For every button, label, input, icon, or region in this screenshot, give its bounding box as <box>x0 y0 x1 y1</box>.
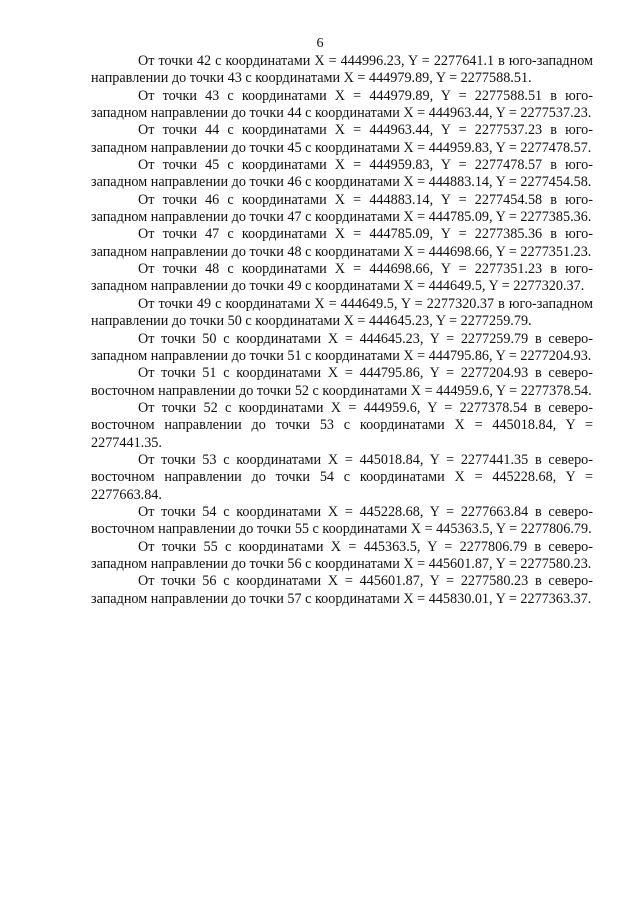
paragraph-point-54: От точки 54 с координатами X = 445228.68, Y = 2277663.84 в северо-восточном направлении до точки 55 с координатами X = 445363.5, Y = 2277806.79. <box>91 503 593 538</box>
document-body <box>91 53 593 608</box>
paragraph-point-42: От точки 42 с координатами X = 444996.23, Y = 2277641.1 в юго-западном направлении до точки 43 с координатами X = 444979.89, Y = 2277588.51. <box>91 53 593 87</box>
paragraph-point-55: От точки 55 с координатами X = 445363.5, Y = 2277806.79 в северо-западном направлении до точки 56 с координатами X = 445601.87, Y = 2277580.23. <box>91 538 593 572</box>
paragraph-point-51: От точки 51 с координатами X = 444795.86, Y = 2277204.93 в северо-восточном направлении до точки 52 с координатами X = 444959.6, Y = 2277378.54. <box>91 365 593 399</box>
paragraph-point-44: От точки 44 с координатами X = 444963.44, Y = 2277537.23 в юго-западном направлении до точки 45 с координатами X = 444959.83, Y = 2277478.57. <box>91 122 593 156</box>
page-number: 6 <box>316 36 324 51</box>
paragraph-point-46: От точки 46 с координатами X = 444883.14, Y = 2277454.58 в юго-западном направлении до точки 47 с координатами X = 444785.09, Y = 2277385.36. <box>91 191 593 226</box>
paragraph-point-56: От точки 56 с координатами X = 445601.87, Y = 2277580.23 в северо-западном направлении до точки 57 с координатами X = 445830.01, Y = 2277363.37. <box>91 573 593 607</box>
paragraph-point-47: От точки 47 с координатами X = 444785.09, Y = 2277385.36 в юго-западном направлении до точки 48 с координатами X = 444698.66, Y = 2277351.23. <box>91 226 593 260</box>
paragraph-point-48: От точки 48 с координатами X = 444698.66, Y = 2277351.23 в юго-западном направлении до точки 49 с координатами X = 444649.5, Y = 2277320.37. <box>91 261 593 295</box>
paragraph-point-43: От точки 43 с координатами X = 444979.89, Y = 2277588.51 в юго-западном направлении до точки 44 с координатами X = 444963.44, Y = 2277537.23. <box>91 87 593 122</box>
paragraph-point-50: От точки 50 с координатами X = 444645.23, Y = 2277259.79 в северо-западном направлении до точки 51 с координатами X = 444795.86, Y = 2277204.93. <box>91 330 593 364</box>
paragraph-point-52: От точки 52 с координатами X = 444959.6, Y = 2277378.54 в северо-восточном направлении до точки 53 с координатами X = 445018.84, Y = 2277441.35. <box>91 399 593 451</box>
paragraph-point-49: От точки 49 с координатами X = 444649.5, Y = 2277320.37 в юго-западном направлении до точки 50 с координатами X = 444645.23, Y = 2277259.79. <box>91 295 593 330</box>
paragraph-point-45: От точки 45 с координатами X = 444959.83, Y = 2277478.57 в юго-западном направлении до точки 46 с координатами X = 444883.14, Y = 2277454.58. <box>91 157 593 191</box>
paragraph-point-53: От точки 53 с координатами X = 445018.84, Y = 2277441.35 в северо-восточном направлении до точки 54 с координатами X = 445228.68, Y = 2277663.84. <box>91 451 593 503</box>
